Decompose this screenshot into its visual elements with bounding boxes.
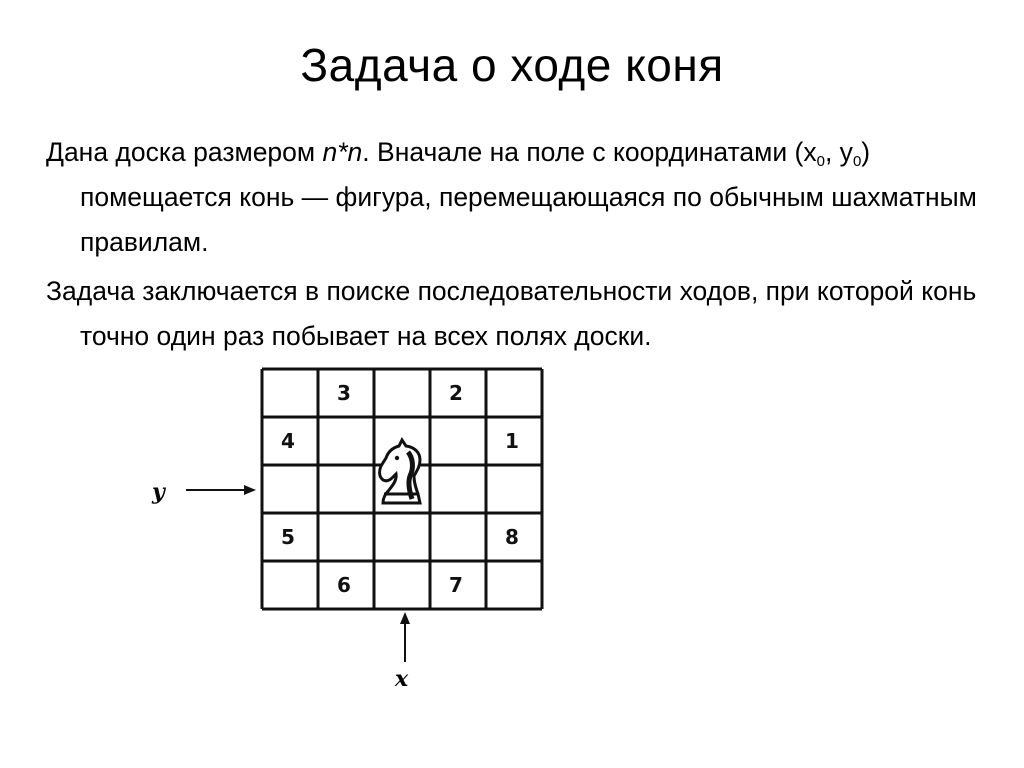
slide-body — [46, 130, 996, 359]
board-grid — [262, 369, 542, 609]
text-part: ) помещается конь — фигура, перемещающаяся по обычным шахматным правилам. — [80, 137, 977, 257]
knight-move-number: 4 — [281, 429, 295, 453]
subscript-y: 0 — [852, 153, 862, 170]
move-labels — [281, 381, 519, 597]
text-part: Дана доска размером — [46, 137, 323, 167]
subscript-x: 0 — [816, 153, 825, 170]
y-axis-label: y — [152, 479, 165, 505]
slide-title: Задача о ходе коня — [300, 39, 724, 91]
knight-move-number: 1 — [505, 429, 519, 453]
knight-move-number: 2 — [449, 381, 463, 405]
x-axis-indicator — [394, 614, 409, 692]
x-axis-label: x — [395, 666, 409, 692]
knight-move-number: 7 — [449, 573, 463, 597]
y-axis-indicator — [151, 479, 254, 505]
text-part: , y — [824, 137, 853, 167]
knight-move-number: 8 — [505, 525, 519, 549]
paragraph-problem-goal: Задача заключается в поиске последовательности ходов, при которой конь точно один раз побывает на всех полях доски. — [46, 276, 977, 351]
knight-move-number: 3 — [337, 381, 351, 405]
knight-move-number: 6 — [337, 573, 351, 597]
knight-move-number: 5 — [281, 525, 295, 549]
board-size-expression: n*n — [322, 137, 363, 167]
knight-chess-piece-icon — [380, 440, 420, 503]
text-part: . Вначале на поле с координатами (x — [362, 137, 817, 167]
paragraph-problem-setup — [46, 130, 996, 265]
